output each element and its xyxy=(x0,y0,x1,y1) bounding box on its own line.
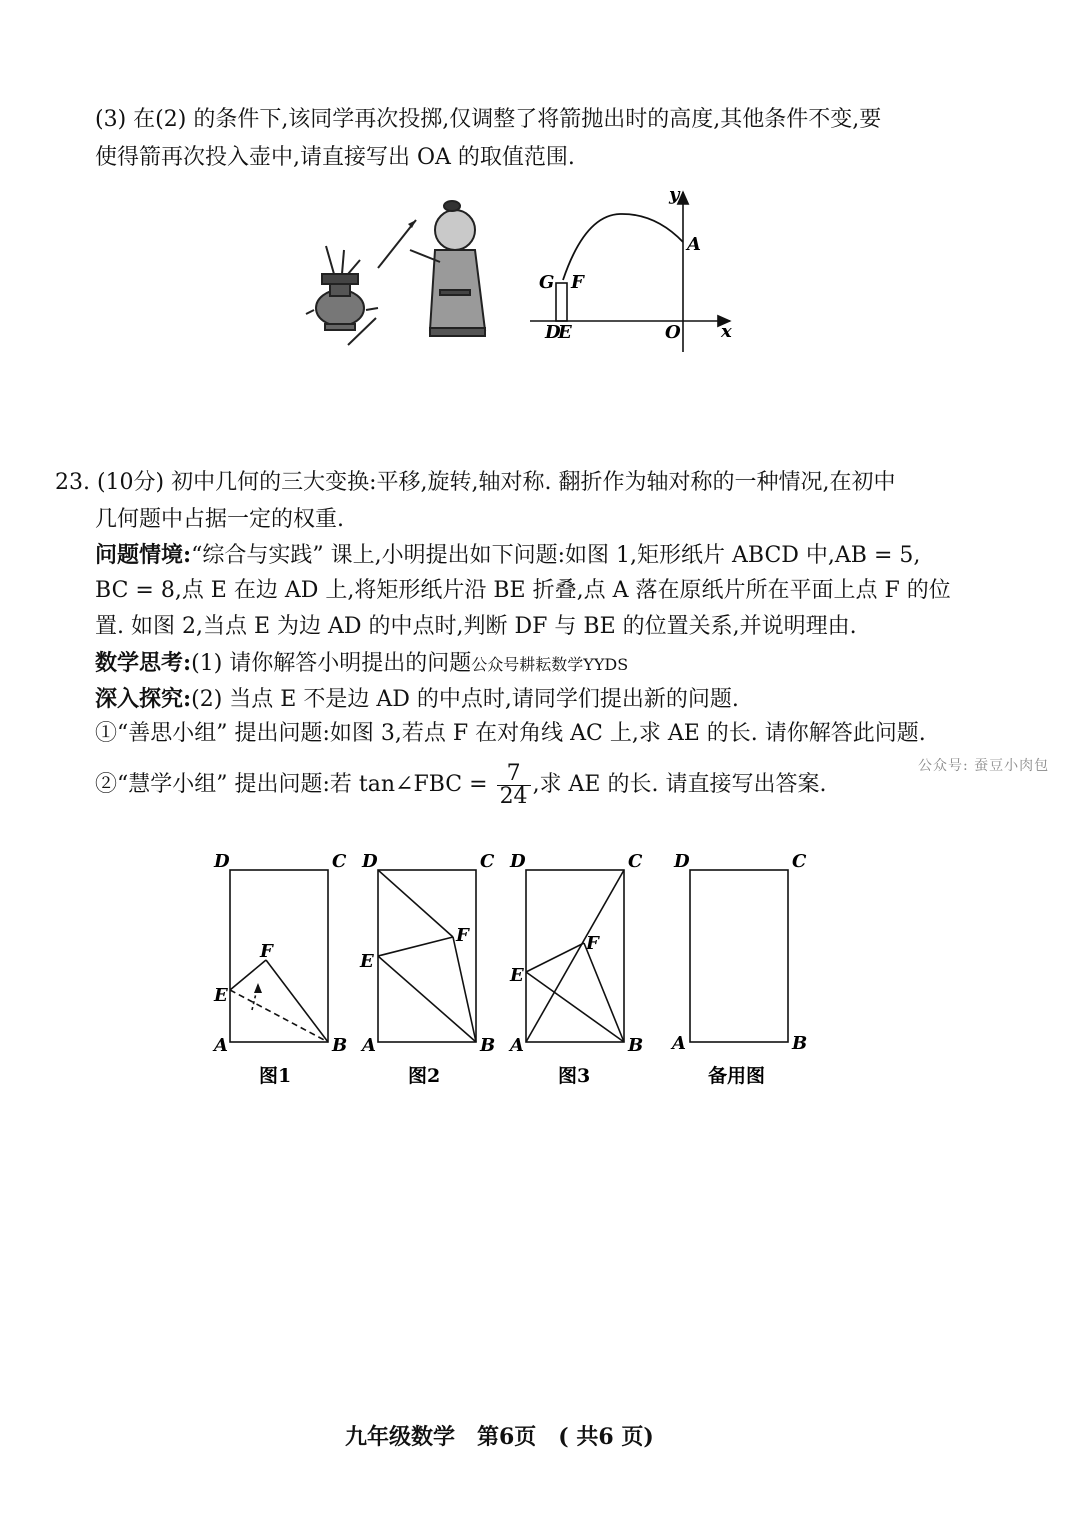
q23-sub2 xyxy=(95,760,826,810)
parabola-curve xyxy=(563,214,683,280)
fig2-label-a: A xyxy=(362,1035,376,1056)
watermark-text: 公众号: 蚕豆小肉包 xyxy=(918,758,1050,774)
child-figure-icon xyxy=(410,201,485,336)
page-footer: 九年级数学 第6页 ( 共6 页) xyxy=(345,1424,654,1450)
geometry-figures xyxy=(200,845,820,1095)
graph-label-y: y xyxy=(669,184,680,205)
fig3-label-a: A xyxy=(510,1035,524,1056)
fig2-label-b: B xyxy=(480,1035,496,1056)
fig1-label-b: B xyxy=(332,1035,348,1056)
q23-line2: 几何题中占据一定的权重. xyxy=(95,507,344,532)
figure-1 xyxy=(230,870,328,1042)
thinking-text: (1) 请你解答小明提出的问题 xyxy=(191,651,472,676)
thinking-label: 数学思考: xyxy=(95,650,192,676)
q22-part3-line2: 使得箭再次投入壶中,请直接写出 OA 的取值范围. xyxy=(95,145,575,170)
pitch-pot-illustration xyxy=(300,190,500,355)
graph-label-o: O xyxy=(665,322,681,343)
trajectory-graph xyxy=(525,180,740,360)
sub2-after: ,求 AE 的长. 请直接写出答案. xyxy=(532,772,827,797)
figure-spare xyxy=(690,870,788,1042)
q23-thinking-line xyxy=(95,648,628,680)
thinking-source: 公众号耕耘数学YYDS xyxy=(471,655,629,674)
figure-2 xyxy=(378,870,476,1042)
pot-rectangle-gfed xyxy=(556,283,567,321)
fig1-label-a: A xyxy=(214,1035,228,1056)
graph-label-a: A xyxy=(687,234,701,255)
fig2-label-e: E xyxy=(360,951,374,972)
thrown-arrow xyxy=(378,220,416,268)
context-label: 问题情境: xyxy=(95,542,192,568)
fig4-label-d: D xyxy=(674,851,690,872)
graph-label-e: E xyxy=(558,322,572,343)
q22-part3-line1: (3) 在(2) 的条件下,该同学再次投掷,仅调整了将箭抛出时的高度,其他条件不变,要 xyxy=(95,107,882,132)
fig4-caption: 备用图 xyxy=(708,1065,766,1087)
q23-explore-line xyxy=(95,684,739,715)
sub2-before: ②“慧学小组” 提出问题:若 tan∠FBC = xyxy=(95,772,488,797)
fraction-numerator: 7 xyxy=(497,763,531,786)
fig2-caption: 图2 xyxy=(408,1065,441,1087)
explore-text: (2) 当点 E 不是边 AD 的中点时,请同学们提出新的问题. xyxy=(191,687,739,712)
graph-label-d: D xyxy=(545,322,561,343)
fig3-label-d: D xyxy=(510,851,526,872)
fig3-label-b: B xyxy=(628,1035,644,1056)
fig1-label-e: E xyxy=(214,985,228,1006)
fig1-label-f: F xyxy=(260,941,273,962)
fig2-label-c: C xyxy=(480,851,495,872)
graph-label-x: x xyxy=(721,321,732,342)
q23-context-line3: 置. 如图 2,当点 E 为边 AD 的中点时,判断 DF 与 BE 的位置关系,并说明理由. xyxy=(95,614,857,639)
q23-line1: 23. (10分) 初中几何的三大变换:平移,旋转,轴对称. 翻折作为轴对称的一种情况,在初中 xyxy=(55,470,896,495)
fig2-label-f: F xyxy=(456,925,469,946)
fig2-label-d: D xyxy=(362,851,378,872)
context-text-1: “综合与实践” 课上,小明提出如下问题:如图 1,矩形纸片 ABCD 中,AB = 5, xyxy=(191,543,921,568)
q23-context-line1 xyxy=(95,540,920,571)
graph-label-g: G xyxy=(539,272,555,293)
fraction-denominator: 24 xyxy=(499,783,528,809)
fig4-label-c: C xyxy=(792,851,807,872)
explore-label: 深入探究: xyxy=(95,686,192,712)
fig3-label-c: C xyxy=(628,851,643,872)
pot-icon xyxy=(306,246,378,330)
fig1-label-c: C xyxy=(332,851,347,872)
fig4-label-b: B xyxy=(792,1033,808,1054)
graph-label-f: F xyxy=(571,272,584,293)
fig3-label-e: E xyxy=(510,965,524,986)
fig3-caption: 图3 xyxy=(558,1065,591,1087)
fig1-label-d: D xyxy=(214,851,230,872)
fig4-label-a: A xyxy=(672,1033,686,1054)
fig1-caption: 图1 xyxy=(259,1065,292,1087)
fig3-label-f: F xyxy=(586,933,599,954)
fraction-7-24 xyxy=(497,760,531,809)
q23-context-line2: BC = 8,点 E 在边 AD 上,将矩形纸片沿 BE 折叠,点 A 落在原纸片所在平面上点 F 的位 xyxy=(95,578,951,603)
q23-sub1: ①“善思小组” 提出问题:如图 3,若点 F 在对角线 AC 上,求 AE 的长. 请你解答此问题. xyxy=(95,721,926,746)
figure-3 xyxy=(526,870,624,1042)
